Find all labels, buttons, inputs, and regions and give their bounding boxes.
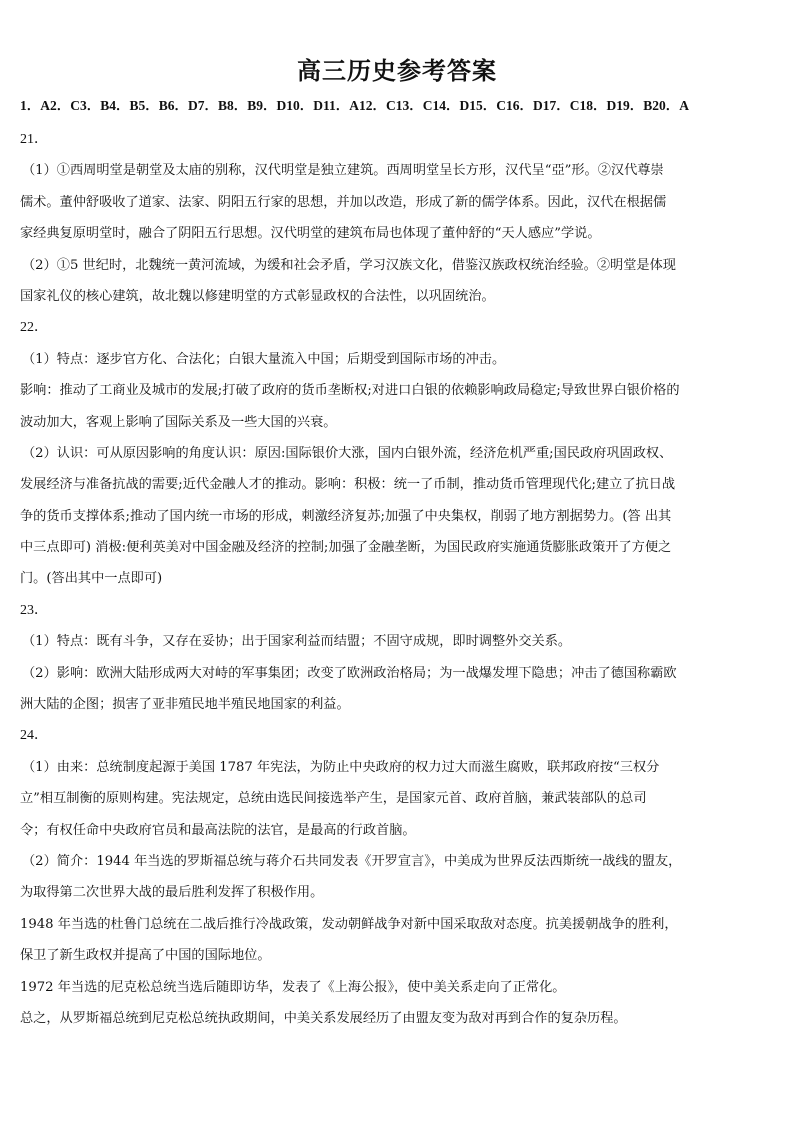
q22-part1-line2: 影响：推动了工商业及城市的发展;打破了政府的货币垄断权;对进口白银的依赖影响政局稳定;导致世界白银价格的: [20, 383, 680, 399]
q24-part1-line3: 令；有权任命中央政府官员和最高法院的法官，是最高的行政首脑。: [20, 822, 416, 838]
q24-part2-line4: 保卫了新生政权并提高了中国的国际地位。: [20, 948, 271, 964]
q22-part1-line3: 波动加大，客观上影响了国际关系及一些大国的兴衰。: [20, 414, 337, 430]
question-21-number: 21．: [20, 132, 48, 147]
q21-part1-line2: 儒术。董仲舒吸收了道家、法家、阴阳五行家的思想，并加以改造，形成了新的儒学体系。因此，汉代在根据儒: [20, 194, 667, 210]
q22-part2-line3: 争的货币支撑体系;推动了国内统一市场的形成，刺激经济复苏;加强了中央集权，削弱了地方割据势力。(答 出其: [20, 508, 672, 524]
question-23-number: 23．: [20, 602, 48, 618]
q21-part2-line1: （2）①5 世纪时，北魏统一黄河流域，为缓和社会矛盾，学习汉族文化，借鉴汉族政权统治经验。②明堂是体现: [22, 257, 676, 273]
q22-part2-line1: （2）认识：可从原因影响的角度认识：原因:国际银价大涨，国内白银外流，经济危机严重;国民政府巩固政权、: [22, 445, 673, 461]
answer-body: [20, 124, 778, 1034]
q23-part1-line1: （1）特点：既有斗争，又存在妥协；出于国家利益而结盟；不固守成规，即时调整外交关系。: [22, 634, 572, 650]
q24-part1-line1: （1）由来：总统制度起源于美国 1787 年宪法，为防止中央政府的权力过大而滋生腐败，联邦政府按“三权分: [22, 759, 660, 775]
question-22-number: 22．: [20, 320, 48, 336]
q24-part2-line1: （2）简介：1944 年当选的罗斯福总统与蒋介石共同发表《开罗宣言》，中美成为世界反法西斯统一战线的盟友，: [22, 853, 682, 869]
q24-part2-line3: 1948 年当选的杜鲁门总统在二战后推行冷战政策，发动朝鲜战争对新中国采取敌对态度。抗美援朝战争的胜利，: [20, 916, 678, 932]
q23-part2-line2: 洲大陆的企图；损害了亚非殖民地半殖民地国家的利益。: [20, 697, 350, 713]
q24-part2-line2: 为取得第二次世界大战的最后胜利发挥了积极作用。: [20, 885, 324, 901]
question-24-number: 24．: [20, 728, 48, 744]
q21-part2-line2: 国家礼仪的核心建筑，故北魏以修建明堂的方式彰显政权的合法性，以巩固统治。: [20, 288, 495, 304]
q22-part2-line2: 发展经济与准备抗战的需要;近代金融人才的推动。影响：积极：统一了币制，推动货币管理现代化;建立了抗日战: [20, 477, 676, 493]
q24-summary: 总之，从罗斯福总统到尼克松总统执政期间，中美关系发展经历了由盟友变为敌对再到合作的复杂历程。: [20, 1010, 627, 1026]
q22-part2-line4: 中三点即可) 消极:便利英美对中国金融及经济的控制;加强了金融垄断，为国民政府实施通货膨胀政策开了方便之: [20, 540, 672, 556]
q21-part1-line3: 家经典复原明堂时，融合了阴阳五行思想。汉代明堂的建筑布局也体现了董仲舒的“天人感应”学说。: [20, 226, 601, 242]
q21-part1-line1: （1）①西周明堂是朝堂及太庙的别称，汉代明堂是独立建筑。西周明堂呈长方形，汉代呈“亞”形。②汉代尊崇: [22, 163, 664, 179]
q22-part1-line1: （1）特点：逐步官方化、合法化；白银大量流入中国；后期受到国际市场的冲击。: [22, 351, 506, 367]
q24-part1-line2: 立”相互制衡的原则构建。宪法规定，总统由选民间接选举产生，是国家元首、政府首脑，兼武装部队的总司: [20, 791, 647, 807]
q23-part2-line1: （2）影响：欧洲大陆形成两大对峙的军事集团；改变了欧洲政治格局；为一战爆发埋下隐患；冲击了德国称霸欧: [22, 665, 677, 681]
choice-answers: 1．A2．C3．B4．B5．B6．D7．B8．B9．D10．D11．A12．C13．C14．D15．C16．D17．C18．D19．B20．A: [20, 98, 690, 113]
q22-part2-line5: 门。(答出其中一点即可): [20, 571, 163, 587]
page-title: 高三历史参考答案: [297, 57, 497, 85]
q24-part2-line5: 1972 年当选的尼克松总统当选后随即访华，发表了《上海公报》，使中美关系走向了正常化。: [20, 979, 566, 995]
